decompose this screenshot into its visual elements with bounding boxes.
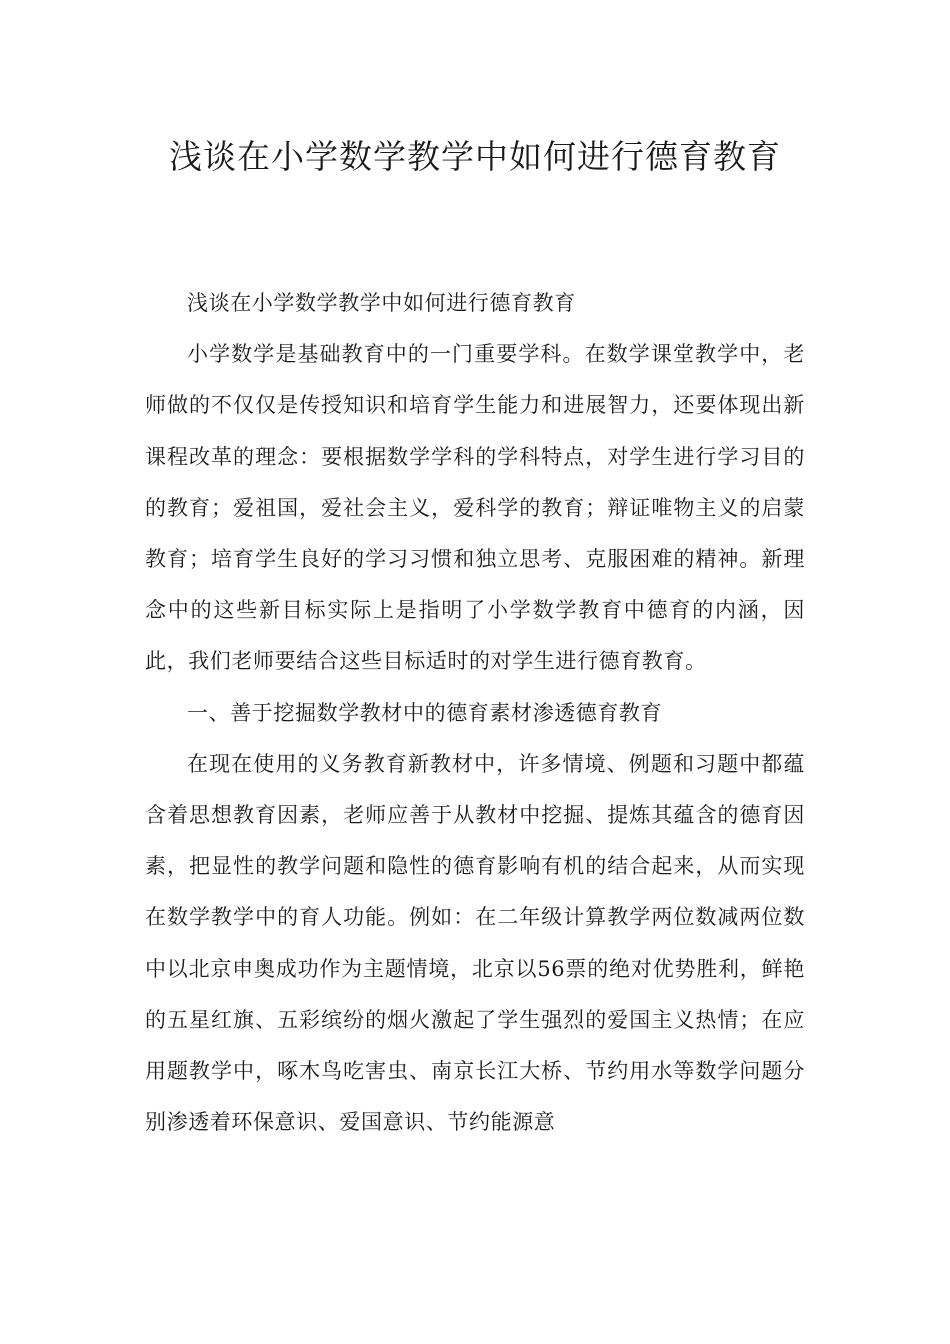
document-body: [145, 278, 805, 1148]
paragraph-intro: 小学数学是基础教育中的一门重要学科。在数学课堂教学中，老师做的不仅仅是传授知识和培育学生能力和进展智力，还要体现出新课程改革的理念：要根据数学学科的学科特点，对学生进行学习目的的教育；爱祖国，爱社会主义，爱科学的教育；辩证唯物主义的启蒙教育；培育学生良好的学习习惯和独立思考、克服困难的精神。新理念中的这些新目标实际上是指明了小学数学教育中德育的内涵，因此，我们老师要结合这些目标适时的对学生进行德育教育。: [145, 342, 805, 674]
paragraph-section-1: 在现在使用的义务教育新教材中，许多情境、例题和习题中都蕴含着思想教育因素，老师应善于从教材中挖掘、提炼其蕴含的德育因素，把显性的教学问题和隐性的德育影响有机的结合起来，从而实现在数学教学中的育人功能。例如：在二年级计算教学两位数减两位数中以北京申奥成功作为主题情境，北京以56票的绝对优势胜利，鲜艳的五星红旗、五彩缤纷的烟火激起了学生强烈的爱国主义热情；在应用题教学中，啄木鸟吃害虫、南京长江大桥、节约用水等数学问题分别渗透着环保意识、爱国意识、节约能源意: [145, 751, 805, 1135]
paragraph-subtitle: 浅谈在小学数学教学中如何进行德育教育: [187, 291, 576, 315]
section-heading-1: 一、善于挖掘数学教材中的德育素材渗透德育教育: [187, 700, 663, 725]
document-title: 浅谈在小学数学教学中如何进行德育教育: [169, 137, 781, 176]
